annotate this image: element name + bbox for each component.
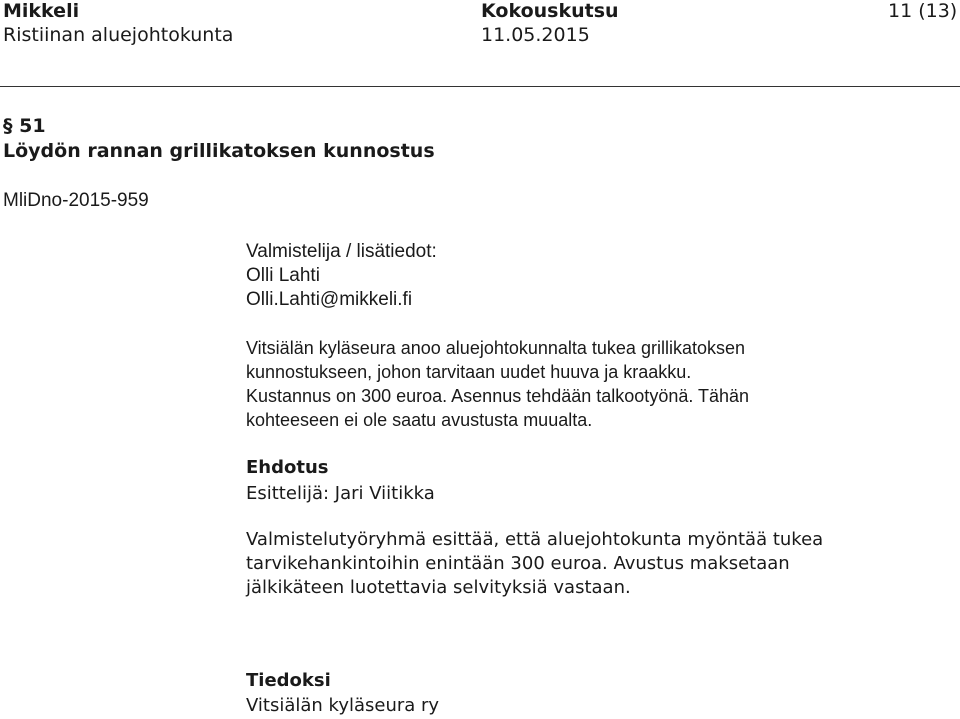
notice-heading: Tiedoksi [246,670,331,691]
description-line: Kustannus on 300 euroa. Asennus tehdään talkootyönä. Tähän [246,386,750,406]
proposal-line: jälkikäteen luotettavia selvityksiä vastaan. [246,577,631,598]
contact-label: Valmistelija / lisätiedot: [246,241,437,262]
record-id: MliDno-2015-959 [3,190,149,211]
proposal-paragraph [246,528,823,600]
contact-block [246,240,437,312]
contact-email: Olli.Lahti@mikkeli.fi [246,289,413,310]
proposal-presenter: Esittelijä: Jari Viitikka [246,483,435,504]
page-number: 11 (13) [888,0,958,22]
proposal-heading: Ehdotus [246,457,329,478]
description-line: kunnostukseen, johon tarvitaan uudet huuva ja kraakku. [246,362,692,382]
section-number [3,115,46,137]
section-title: Löydön rannan grillikatoksen kunnostus [3,140,435,162]
section-symbol: § [3,115,13,137]
organization-name: Mikkeli [3,0,80,22]
proposal-line: tarvikehankintoihin enintään 300 euroa. Avustus maksetaan [246,553,790,574]
proposal-line: Valmistelutyöryhmä esittää, että aluejohtokunta myöntää tukea [246,529,824,550]
description-line: Vitsiälän kyläseura anoo aluejohtokunnalta tukea grillikatoksen [246,338,745,358]
meeting-date: 11.05.2015 [481,24,590,46]
document-type: Kokouskutsu [481,0,619,22]
contact-name: Olli Lahti [246,265,320,286]
header-divider [0,86,960,87]
description-paragraph [246,336,749,432]
body-name: Ristiinan aluejohtokunta [3,24,234,46]
section-number-value: 51 [19,115,46,137]
notice-recipient: Vitsiälän kyläseura ry [246,695,440,716]
description-line: kohteeseen ei ole saatu avustusta muualta. [246,410,593,430]
